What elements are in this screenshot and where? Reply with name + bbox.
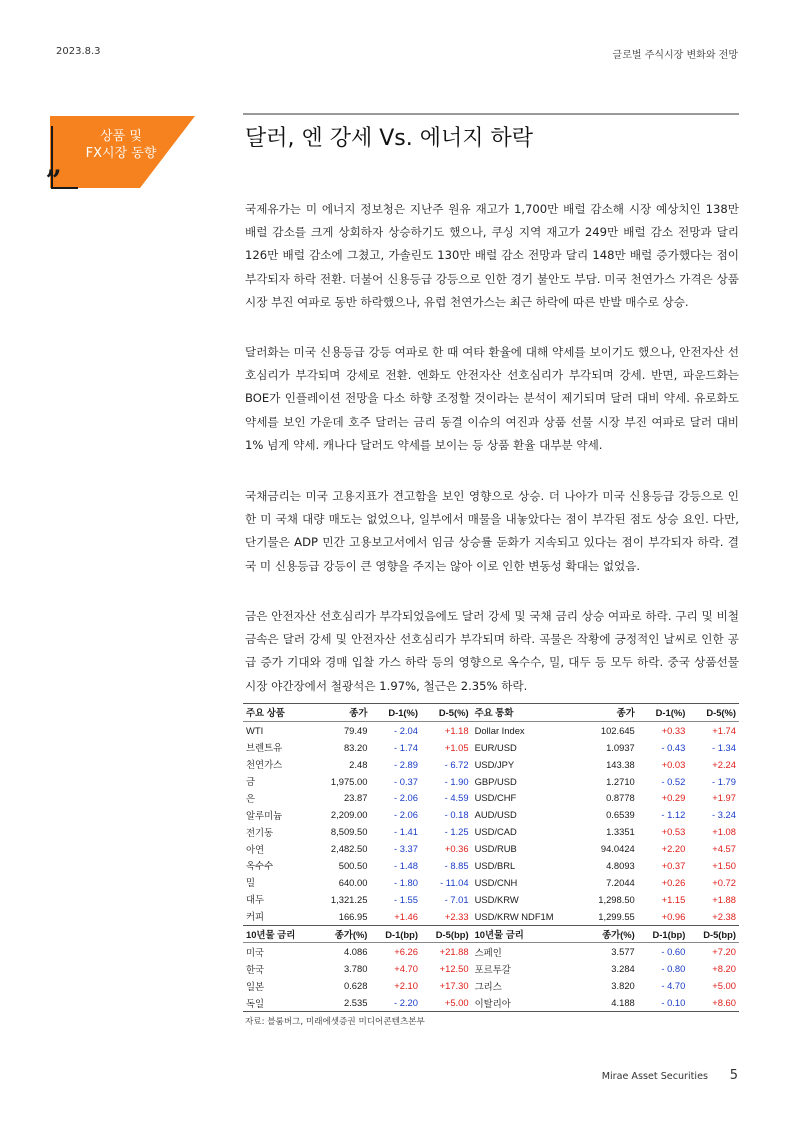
- fx-close: 4.8093: [606, 859, 635, 871]
- commodity-d5: - 7.01: [444, 893, 469, 905]
- commodity-d1: - 1.80: [394, 876, 418, 888]
- bond-d1: - 4.70: [661, 980, 686, 992]
- commodity-close: 2.48: [349, 758, 368, 770]
- fx-close: 0.8778: [606, 792, 635, 804]
- quote-mark-icon: „: [46, 148, 63, 181]
- paragraph-fx: 달러화는 미국 신용등급 강등 여파로 한 때 여타 환율에 대해 약세를 보이기도 했으나, 안전자산 선호심리가 부각되며 강세로 전환. 엔화도 안전자산 선호심리가 부각되며 강세. 반면, 파운드화는 BOE가 인플레이션 전망을 다소 하향 조정할 것이라는 분석이 제기되며 달러 대비 약세. 유로화도 약세를 보인 가운데 호주 달러는 금리 동결 이슈의 여진과 상품 선물 시장 부진 여파로 달러 대비 1% 넘게 약세. 캐나다 달러도 약세를 보이는 등 상품 환율 대부분 약세.: [245, 345, 739, 452]
- commodity-col-header: D-1(%): [370, 704, 421, 722]
- commodity-name: 브렌트유: [246, 742, 283, 754]
- commodity-d1: - 2.04: [394, 724, 418, 736]
- commodity-d5: - 1.25: [444, 826, 469, 838]
- bond-d5: +7.20: [712, 946, 736, 958]
- fx-d5: +1.08: [712, 826, 736, 838]
- commodity-name: 옥수수: [246, 860, 274, 872]
- fx-d5: +4.57: [712, 843, 736, 855]
- fx-d5: - 3.24: [712, 809, 736, 821]
- report-date: 2023.8.3: [56, 46, 101, 57]
- bond-d5: +12.50: [439, 963, 469, 975]
- fx-d5: +1.97: [712, 792, 736, 804]
- commodity-close: 79.49: [343, 724, 368, 736]
- fx-d5: +2.38: [712, 910, 736, 922]
- bond-d1: +4.70: [394, 963, 418, 975]
- bond-yield: 4.188: [611, 997, 635, 1009]
- fx-close: 1,299.55: [598, 910, 635, 922]
- bond-yield: 3.780: [343, 963, 368, 975]
- fx-close: 1.3351: [606, 826, 635, 838]
- bond-d1: - 2.20: [394, 997, 418, 1009]
- fx-close: 94.0424: [600, 843, 635, 855]
- fx-d1: +0.03: [661, 758, 686, 770]
- bond-d5: +8.60: [712, 997, 736, 1009]
- fx-d5: +0.72: [712, 876, 736, 888]
- fx-name: GBP/USD: [474, 775, 517, 787]
- bond-col-header: D-1(bp): [638, 925, 689, 943]
- commodity-d5: - 6.72: [444, 758, 469, 770]
- commodity-d1: - 1.48: [394, 859, 418, 871]
- table-row: [243, 840, 739, 857]
- paragraph-bonds: 국채금리는 미국 고용지표가 견고함을 보인 영향으로 상승. 더 나아가 미국 신용등급 강등으로 인한 미 국채 대량 매도는 없었으나, 일부에서 매물을 내놓았다는 점이 부각된 점도 상승 요인. 다만, 단기물은 ADP 민간 고용보고서에서 임금 상승률 둔화가 지속되고 있다는 점이 부각되자 하락. 결국 미 신용등급 강등이 큰 영향을 주지는 않아 이로 인한 변동성 확대는 없었음.: [245, 489, 739, 573]
- fx-col-header: 주요 통화: [472, 704, 583, 722]
- fx-d1: +0.53: [661, 826, 686, 838]
- commodity-close: 83.20: [343, 741, 368, 753]
- fx-close: 1,298.50: [598, 893, 635, 905]
- bond-d1: +2.10: [394, 980, 418, 992]
- commodity-d5: - 1.90: [444, 775, 469, 787]
- commodity-close: 23.87: [343, 792, 368, 804]
- bond-d5: +21.88: [439, 946, 469, 958]
- fx-name: AUD/USD: [474, 809, 517, 821]
- table-row: [243, 773, 739, 790]
- bond-row: [243, 960, 739, 977]
- bond-yield: 0.628: [343, 980, 368, 992]
- commodity-close: 640.00: [338, 876, 368, 888]
- fx-d1: +0.33: [661, 724, 686, 736]
- bond-col-header: D-1(bp): [370, 925, 421, 943]
- bond-d5: +17.30: [439, 980, 469, 992]
- bond-country: 미국: [246, 946, 265, 958]
- source-note: 자료: 블룸버그, 미래에셋증권 미디어콘텐츠본부: [245, 1017, 425, 1027]
- bond-header-row: [243, 925, 739, 943]
- section-badge-line1: 상품 및: [100, 129, 142, 144]
- commodity-close: 8,509.50: [330, 826, 368, 838]
- bond-d1: - 0.80: [661, 963, 686, 975]
- fx-close: 102.645: [600, 724, 635, 736]
- commodity-name: 커피: [246, 911, 265, 923]
- section-badge-label: [66, 128, 176, 162]
- commodity-name: 대두: [246, 894, 265, 906]
- fx-d1: +1.15: [661, 893, 686, 905]
- commodity-name: 밀: [246, 877, 256, 889]
- commodity-d1: +1.46: [394, 910, 418, 922]
- commodity-close: 166.95: [338, 910, 368, 922]
- commodity-name: 알루미늄: [246, 809, 283, 821]
- bond-yield: 3.820: [611, 980, 635, 992]
- bond-d1: - 0.60: [661, 946, 686, 958]
- commodity-d5: - 0.18: [444, 809, 469, 821]
- fx-close: 1.0937: [606, 741, 635, 753]
- paragraph-oil: 국제유가는 미 에너지 정보청은 지난주 원유 재고가 1,700만 배럴 감소해 시장 예상치인 138만 배럴 감소를 크게 상회하자 상승하기도 했으나, 쿠싱 지역 재고가 249만 배럴 감소 전망과 달리 126만 배럴 감소에 그쳤고, 가솔린도 130만 배럴 감소 전망과 달리 148만 배럴 증가했다는 점이 부각되자 하락 전환. 더불어 신용등급 강등으로 인한 경기 불안도 부담. 미국 천연가스 가격은 상품시장 부진 여파로 동반 하락했으나, 유럽 천연가스는 최근 하락에 따른 반발 매수로 상승.: [245, 202, 739, 309]
- commodity-close: 1,321.25: [330, 893, 368, 905]
- commodity-col-header: 종가: [315, 704, 370, 722]
- commodity-d5: +2.33: [444, 910, 469, 922]
- fx-close: 0.6539: [606, 809, 635, 821]
- table-row: [243, 789, 739, 806]
- bond-col-header: 10년물 금리: [472, 925, 583, 943]
- commodity-d5: - 4.59: [444, 792, 469, 804]
- fx-name: USD/CAD: [474, 826, 517, 838]
- footer-brand: Mirae Asset Securities: [601, 1071, 708, 1082]
- bond-d5: +5.00: [712, 980, 736, 992]
- fx-name: Dollar Index: [474, 724, 525, 736]
- commodity-close: 2,209.00: [330, 809, 368, 821]
- commodity-name: 금: [246, 776, 256, 787]
- section-badge-line2: FX시장 동향: [85, 146, 157, 161]
- fx-name: USD/CNH: [474, 876, 518, 888]
- fx-d5: +1.50: [712, 859, 736, 871]
- bond-country: 그리스: [474, 980, 502, 992]
- fx-name: USD/RUB: [474, 843, 517, 855]
- paragraph-metals: 금은 안전자산 선호심리가 부각되었음에도 달러 강세 및 국채 금리 상승 여파로 하락. 구리 및 비철금속은 달러 강세 및 안전자산 선호심리가 부각되며 하락. 곡물은 작황에 긍정적인 날씨로 인한 공급 증가 기대와 경매 입찰 가스 하락 등의 영향으로 옥수수, 밀, 대두 등 모두 하락. 중국 상품선물시장 야간장에서 철광석은 1.97%, 철근은 2.35% 하락.: [245, 609, 739, 693]
- fx-name: USD/KRW NDF1M: [474, 910, 554, 922]
- fx-d5: - 1.34: [712, 741, 736, 753]
- fx-d5: +2.24: [712, 758, 736, 770]
- table-row: [243, 756, 739, 773]
- commodity-name: 전기동: [246, 826, 274, 838]
- table-row: [243, 721, 739, 738]
- commodity-d1: - 2.89: [394, 758, 418, 770]
- commodity-close: 1,975.00: [330, 775, 368, 787]
- fx-d1: - 0.52: [661, 775, 686, 787]
- commodity-d1: - 1.74: [394, 741, 418, 753]
- fx-name: USD/CHF: [474, 792, 517, 804]
- fx-d1: +0.37: [661, 859, 686, 871]
- bond-row: [243, 994, 739, 1011]
- fx-close: 1.2710: [606, 775, 635, 787]
- bond-yield: 2.535: [343, 997, 368, 1009]
- fx-d1: - 0.43: [661, 741, 686, 753]
- table-row: [243, 823, 739, 840]
- page-title: 달러, 엔 강세 Vs. 에너지 하락: [245, 126, 533, 151]
- commodity-d1: - 0.37: [394, 775, 418, 787]
- table-row: [243, 891, 739, 908]
- market-data-table: [243, 703, 739, 1012]
- commodity-d1: - 1.41: [394, 826, 418, 838]
- bond-row: [243, 943, 739, 960]
- fx-col-header: 종가: [582, 704, 637, 722]
- table-row: [243, 806, 739, 823]
- bond-d5: +5.00: [444, 997, 469, 1009]
- fx-name: USD/JPY: [474, 758, 515, 770]
- commodity-name: 은: [246, 792, 256, 804]
- fx-close: 7.2044: [606, 876, 635, 888]
- bond-col-header: 종가(%): [315, 925, 370, 943]
- fx-col-header: D-1(%): [638, 704, 689, 722]
- bond-country: 한국: [246, 963, 265, 975]
- commodity-d1: - 1.55: [394, 893, 418, 905]
- bond-d5: +8.20: [712, 963, 736, 975]
- bond-d1: - 0.10: [661, 997, 686, 1009]
- bond-d1: +6.26: [394, 946, 418, 958]
- bond-col-header: 10년물 금리: [243, 925, 315, 943]
- commodity-col-header: 주요 상품: [243, 704, 315, 722]
- table-header-row: [243, 704, 739, 722]
- fx-d1: +0.26: [661, 876, 686, 888]
- bond-yield: 3.577: [611, 946, 635, 958]
- bond-country: 포르투갈: [474, 963, 511, 975]
- fx-col-header: D-5(%): [688, 704, 739, 722]
- bond-country: 일본: [246, 980, 265, 992]
- bond-row: [243, 977, 739, 994]
- bond-col-header: D-5(bp): [688, 925, 739, 943]
- commodity-d5: - 8.85: [444, 859, 469, 871]
- bond-col-header: 종가(%): [582, 925, 637, 943]
- bond-country: 스페인: [474, 946, 502, 958]
- commodity-close: 2,482.50: [330, 843, 368, 855]
- commodity-d1: - 3.37: [394, 843, 418, 855]
- title-divider: [243, 113, 739, 115]
- fx-d1: +0.96: [661, 910, 686, 922]
- report-title: 글로벌 주식시장 변화와 전망: [612, 50, 738, 61]
- fx-name: EUR/USD: [474, 741, 517, 753]
- fx-d5: - 1.79: [712, 775, 736, 787]
- commodity-close: 500.50: [338, 859, 368, 871]
- fx-d1: - 1.12: [661, 809, 686, 821]
- fx-d1: +2.20: [661, 843, 686, 855]
- fx-name: USD/BRL: [474, 859, 516, 871]
- table-row: [243, 874, 739, 891]
- commodity-name: 아연: [246, 843, 265, 855]
- table-row: [243, 857, 739, 874]
- fx-close: 143.38: [606, 758, 635, 770]
- table-row: [243, 739, 739, 756]
- bond-col-header: D-5(bp): [421, 925, 472, 943]
- commodity-d5: +1.05: [444, 741, 469, 753]
- table-row: [243, 908, 739, 925]
- commodity-name: WTI: [246, 724, 264, 736]
- commodity-d1: - 2.06: [394, 792, 418, 804]
- commodity-col-header: D-5(%): [421, 704, 472, 722]
- fx-d5: +1.74: [712, 724, 736, 736]
- fx-d1: +0.29: [661, 792, 686, 804]
- bond-country: 독일: [246, 997, 265, 1009]
- fx-name: USD/KRW: [474, 893, 519, 905]
- commodity-d5: - 11.04: [440, 876, 469, 888]
- fx-d5: +1.88: [712, 893, 736, 905]
- bond-yield: 4.086: [343, 946, 368, 958]
- commodity-d5: +1.18: [444, 724, 469, 736]
- commodity-name: 천연가스: [246, 759, 283, 771]
- page-number: 5: [729, 1068, 738, 1083]
- commodity-d1: - 2.06: [394, 809, 418, 821]
- commodity-d5: +0.36: [444, 843, 469, 855]
- bond-yield: 3.284: [611, 963, 635, 975]
- bond-country: 이탈리아: [474, 997, 511, 1009]
